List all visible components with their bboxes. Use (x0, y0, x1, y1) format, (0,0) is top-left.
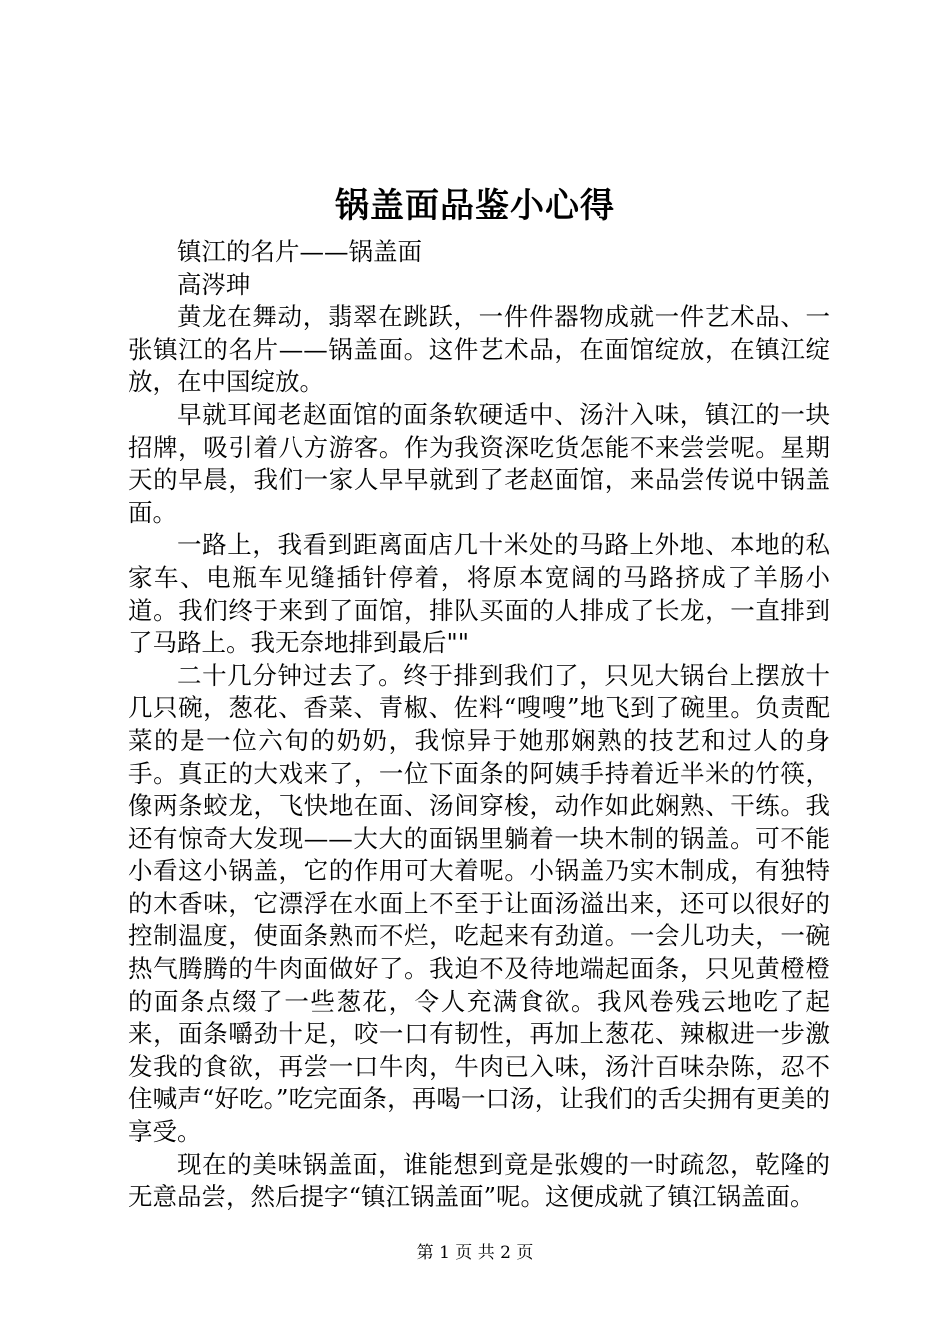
author-line: 高涔珅 (177, 269, 251, 299)
body-paragraph: 一路上，我看到距离面店几十米处的马路上外地、本地的私家车、电瓶车见缝插针停着，将原本宽阔的马路挤成了羊肠小道。我们终于来到了面馆，排队买面的人排成了长龙，一直排到了马路上。我无奈地排到最后"" (128, 530, 830, 658)
document-body (128, 236, 830, 1214)
page-number-footer: 第 1 页 共 2 页 (416, 1243, 534, 1263)
body-paragraph: 黄龙在舞动，翡翠在跳跃，一件件器物成就一件艺术品、一张镇江的名片——锅盖面。这件艺术品，在面馆绽放，在镇江绽放，在中国绽放。 (128, 302, 830, 397)
body-paragraph: 早就耳闻老赵面馆的面条软硬适中、汤汁入味，镇江的一块招牌，吸引着八方游客。作为我资深吃货怎能不来尝尝呢。星期天的早晨，我们一家人早早就到了老赵面馆，来品尝传说中锅盖面。 (128, 399, 830, 527)
document-title: 锅盖面品鉴小心得 (335, 186, 615, 226)
subtitle-line: 镇江的名片——锅盖面 (177, 237, 422, 266)
body-paragraph: 现在的美味锅盖面，谁能想到竟是张嫂的一时疏忽，乾隆的无意品尝，然后提字“镇江锅盖面”呢。这便成就了镇江锅盖面。 (128, 1149, 830, 1212)
body-paragraph: 二十几分钟过去了。终于排到我们了，只见大锅台上摆放十几只碗，葱花、香菜、青椒、佐料“嗖嗖”地飞到了碗里。负责配菜的是一位六旬的奶奶，我惊异于她那娴熟的技艺和过人的身手。真正的大戏来了，一位下面条的阿姨手持着近半米的竹筷，像两条蛟龙，飞快地在面、汤间穿梭，动作如此娴熟、干练。我还有惊奇大发现——大大的面锅里躺着一块木制的锅盖。可不能小看这小锅盖，它的作用可大着呢。小锅盖乃实木制成，有独特的木香味，它漂浮在水面上不至于让面汤溢出来，还可以很好的控制温度，使面条熟而不烂，吃起来有劲道。一会儿功夫，一碗热气腾腾的牛肉面做好了。我迫不及待地端起面条，只见黄橙橙的面条点缀了一些葱花，令人充满食欲。我风卷残云地吃了起来，面条嚼劲十足，咬一口有韧性，再加上葱花、辣椒进一步激发我的食欲，再尝一口牛肉，牛肉已入味，汤汁百味杂陈，忍不住喊声“好吃。”吃完面条，再喝一口汤，让我们的舌尖拥有更美的享受。 (128, 660, 830, 1147)
